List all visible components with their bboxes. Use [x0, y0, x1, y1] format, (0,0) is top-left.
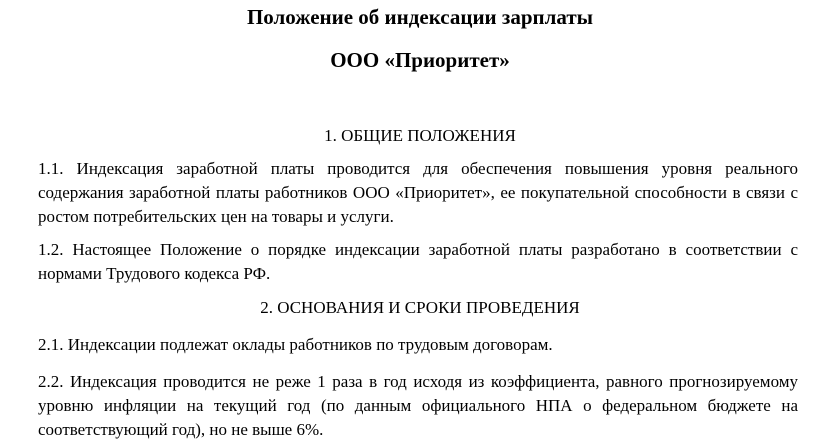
section-heading-grounds: 2. ОСНОВАНИЯ И СРОКИ ПРОВЕДЕНИЯ [260, 298, 580, 317]
paragraph-1-2: 1.2. Настоящее Положение о порядке индексации заработной платы разработано в соответствии с нормами Трудового кодекса РФ. [38, 240, 798, 283]
paragraph-1-1: 1.1. Индексация заработной платы проводится для обеспечения повышения уровня реального содержания заработной платы работников ООО «Приоритет», ее покупательной способности в связи с ростом потребительских цен на товары и услуги. [38, 159, 798, 226]
paragraph-2-2: 2.2. Индексация проводится не реже 1 раза в год исходя из коэффициента, равного прогнозируемому уровню инфляции на текущий год (по данным официального НПА о федеральном бюджете на соответствующий год), но не выше 6%. [38, 372, 798, 439]
section-heading-general: 1. ОБЩИЕ ПОЛОЖЕНИЯ [324, 126, 516, 145]
organization-name: ООО «Приоритет» [330, 48, 510, 72]
document-title: Положение об индексации зарплаты [246, 5, 594, 29]
paragraph-2-1: 2.1. Индексации подлежат оклады работников по трудовым договорам. [38, 335, 553, 354]
